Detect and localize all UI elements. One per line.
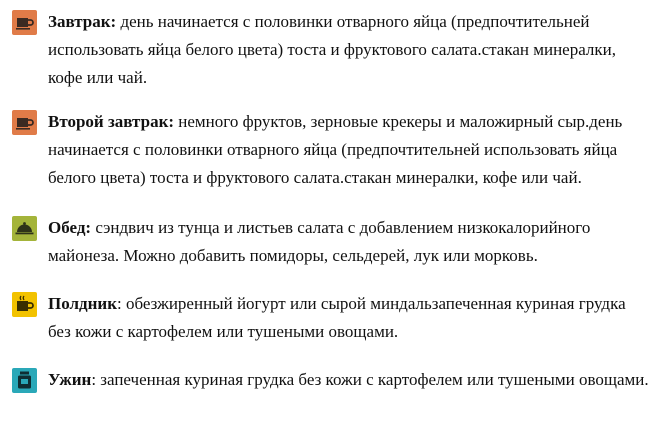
meal-dinner: [12, 366, 652, 394]
meal-description: [48, 366, 652, 394]
meal-text: день начинается с половинки отварного яйца (предпочтительней использовать яйца белого цвета) тоста и фруктового салата.стакан минералки, кофе или чай.: [48, 12, 617, 87]
meal-description: [48, 108, 652, 192]
meal-description: [48, 8, 652, 92]
meal-description: [48, 214, 652, 270]
meal-text: немного фруктов, зерновые крекеры и маложирный сыр.день начинается с половинки отварного яйца (предпочтительней использовать яйца белого цвета) тоста и фруктового салата.стакан минералки, кофе или чай.: [48, 112, 623, 187]
meal-second-breakfast: [12, 108, 652, 192]
meal-text: сэндвич из тунца и листьев салата с добавлением низкокалорийного майонеза. Можно добавить помидоры, сельдерей, лук или морковь.: [48, 218, 591, 265]
meal-title: Ужин: [48, 370, 92, 389]
meal-title: Обед:: [48, 218, 92, 237]
cloche-icon: [12, 216, 37, 241]
meal-description: [48, 290, 652, 346]
coffee-cup-icon: [12, 110, 37, 135]
meal-title: Завтрак:: [48, 12, 117, 31]
meal-text: : запеченная куриная грудка без кожи с картофелем или тушеными овощами.: [91, 370, 649, 389]
jar-icon: [12, 368, 37, 393]
hot-drink-icon: [12, 292, 37, 317]
meal-title: Полдник: [48, 294, 118, 313]
meal-text: : обезжиренный йогурт или сырой миндальзапеченная куриная грудка без кожи с картофелем или тушеными овощами.: [48, 294, 626, 341]
meal-lunch: [12, 214, 652, 270]
coffee-cup-icon: [12, 10, 37, 35]
meal-afternoon-snack: [12, 290, 652, 346]
meal-title: Второй завтрак:: [48, 112, 175, 131]
meal-breakfast: [12, 8, 652, 92]
